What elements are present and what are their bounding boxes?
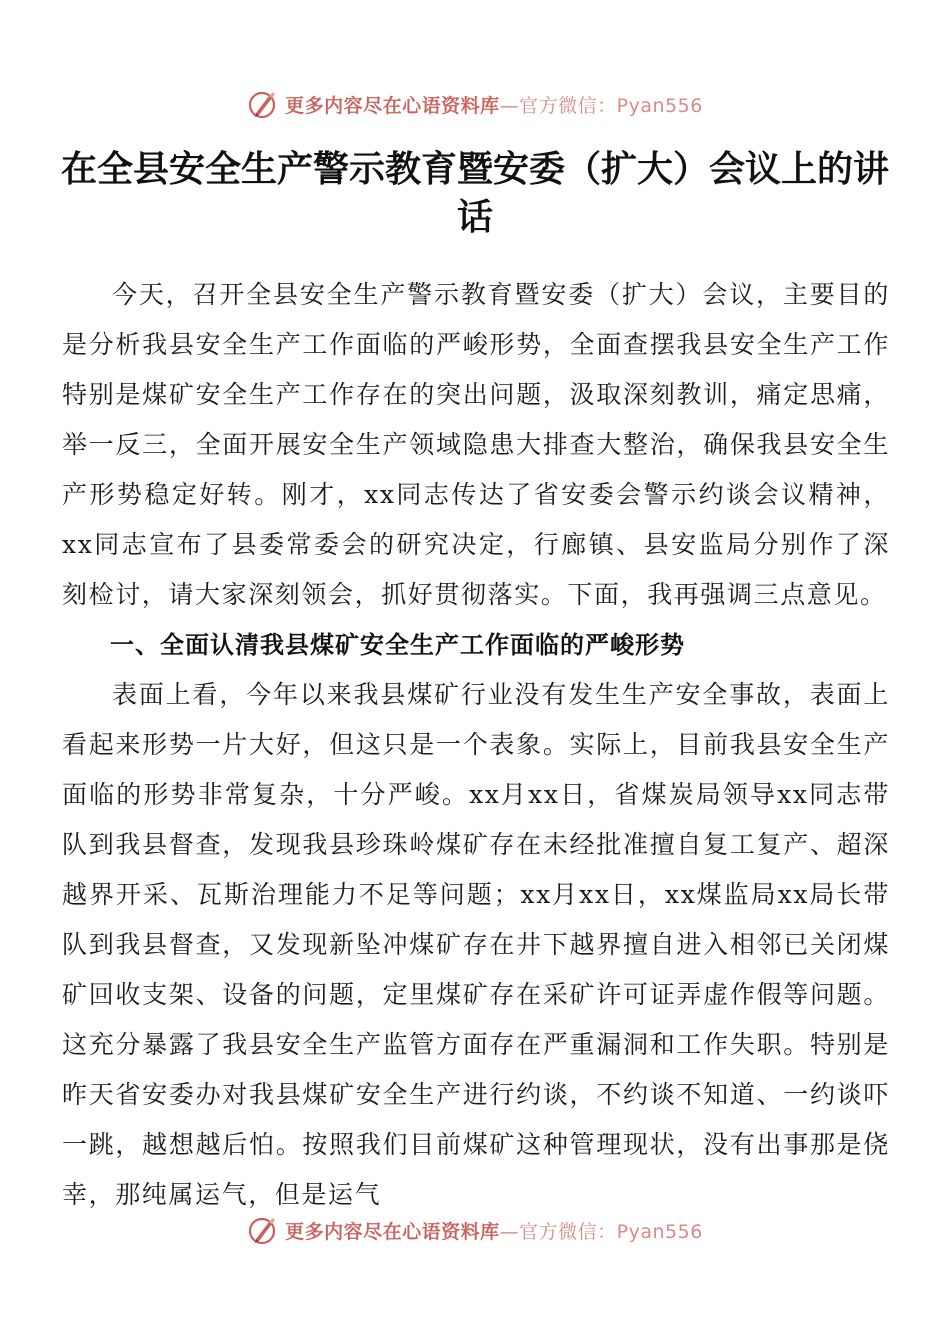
header-banner	[0, 84, 950, 124]
banner-text	[285, 1217, 703, 1244]
document-body	[62, 270, 890, 1220]
pen-logo-icon	[247, 1214, 279, 1246]
pen-logo-icon	[247, 88, 279, 120]
banner-tail: —官方微信：Pyan556	[499, 94, 703, 117]
section-heading-1: 一、全面认清我县煤矿安全生产工作面临的严峻形势	[110, 631, 685, 659]
paragraph-intro: 今天，召开全县安全生产警示教育暨安委（扩大）会议，主要目的是分析我县安全生产工作面临的严峻形势，全面查摆我县安全生产工作特别是煤矿安全生产工作存在的突出问题，汲取深刻教训，痛定思痛，举一反三，全面开展安全生产领域隐患大排查大整治，确保我县安全生产形势稳定好转。刚才，xx同志传达了省安委会警示约谈会议精神，xx同志宣布了县委常委会的研究决定，行廊镇、县安监局分别作了深刻检讨，请大家深刻领会，抓好贯彻落实。下面，我再强调三点意见。	[62, 280, 890, 609]
banner-tail: —官方微信：Pyan556	[499, 1220, 703, 1243]
banner-text	[285, 91, 703, 118]
banner-brand: 更多内容尽在心语资料库	[285, 1220, 500, 1243]
paragraph-section-1: 表面上看，今年以来我县煤矿行业没有发生生产安全事故，表面上看起来形势一片大好，但这只是一个表象。实际上，目前我县安全生产面临的形势非常复杂，十分严峻。xx月xx日，省煤炭局领导xx同志带队到我县督查，发现我县珍珠岭煤矿存在未经批准擅自复工复产、超深越界开采、瓦斯治理能力不足等问题；xx月xx日，xx煤监局xx局长带队到我县督查，又发现新坠冲煤矿存在井下越界擅自进入相邻已关闭煤矿回收支架、设备的问题，定里煤矿存在采矿许可证弄虚作假等问题。这充分暴露了我县安全生产监管方面存在严重漏洞和工作失职。特别是昨天省安委办对我县煤矿安全生产进行约谈，不约谈不知道、一约谈吓一跳，越想越后怕。按照我们目前煤矿这种管理现状，没有出事那是侥幸，那纯属运气，但是运气	[62, 680, 890, 1209]
banner-brand: 更多内容尽在心语资料库	[285, 94, 500, 117]
footer-banner	[0, 1210, 950, 1250]
document-title: 在全县安全生产警示教育暨安委（扩大）会议上的讲话	[60, 149, 889, 238]
